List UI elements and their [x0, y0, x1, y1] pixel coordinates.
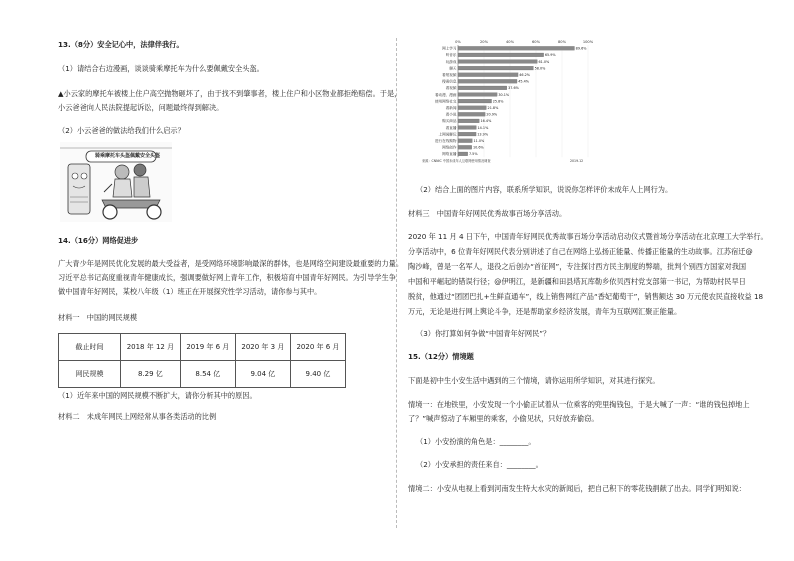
bar-value-label: 20.9% [486, 112, 498, 117]
bar [458, 99, 492, 103]
category-label: 进行在线购物 [434, 139, 457, 143]
bar-value-label: 11.0% [473, 139, 485, 143]
material1-title: 材料一 中国的网民规模 [58, 313, 138, 322]
x-tick-label: 40% [506, 40, 514, 44]
bar [458, 145, 472, 149]
scenario2-line: 情境二：小安从电视上看到河南发生特大水灾的新闻后，把自己积下的零花钱捐献了出去。同学们明知说： [408, 484, 746, 493]
table-cell: 9.04 亿 [235, 361, 290, 388]
bar [458, 139, 472, 143]
category-label: 玩游戏 [445, 59, 457, 64]
netizen-scale-table [58, 333, 346, 388]
material2-title: 材料二 未成年网民上网经常从事各类活动的比例 [58, 412, 217, 421]
q14-header: 14.（16分）网络促进步 [58, 236, 139, 245]
table-cell: 2020 年 3 月 [235, 334, 290, 361]
q14-sub2: （2）结合上面的图片内容，联系所学知识，说说你怎样评价未成年人上网行为。 [416, 185, 673, 194]
category-label: 看动漫、漫画 [434, 92, 457, 97]
bar [458, 53, 544, 57]
table-cell: 8.29 亿 [121, 361, 181, 388]
bar [458, 79, 517, 83]
bar-value-label: 16.4% [480, 119, 492, 124]
table-cell: 2020 年 6 月 [290, 334, 345, 361]
bar [458, 132, 476, 136]
q13-story-line1: ▲小云家的摩托车被楼上住户高空抛物砸坏了，由于找不到肇事者，楼上住户和小区物业都拒绝赔偿。于是， [58, 89, 402, 98]
table-header-cell: 截止时间 [59, 334, 121, 361]
bar-value-label: 7.5% [468, 152, 478, 157]
bar-value-label: 37.6% [508, 86, 519, 91]
bar-value-label: 89.6% [575, 46, 587, 51]
category-label: 看短视频 [442, 73, 457, 77]
x-tick-label: 0% [455, 40, 461, 44]
cartoon-caption: 骑乘摩托车头盔佩戴安全头盔 [95, 153, 161, 159]
category-label: 搜索信息 [442, 79, 457, 84]
category-label: 看视频 [445, 86, 457, 91]
table-cell: 8.54 亿 [180, 361, 235, 388]
activity-bar-chart [420, 38, 596, 164]
bar-value-label: 13.9% [477, 132, 489, 137]
bar [458, 93, 497, 97]
x-tick-label: 80% [558, 40, 566, 44]
table-cell: 2018 年 12 月 [121, 334, 181, 361]
table-row [59, 361, 346, 388]
q15-sub1: （1）小安扮演的角色是：________。 [416, 437, 536, 446]
q14-intro-line3: 做中国青年好网民，某校八年级（1）班正在开展探究性学习活动，请你参与其中。 [58, 287, 322, 296]
bar-value-label: 58.0% [534, 66, 546, 71]
category-label: 聊天 [449, 66, 457, 71]
bar [458, 60, 537, 64]
bar-value-label: 10.6% [472, 145, 484, 150]
bar-value-label: 61.0% [538, 59, 550, 64]
category-label: 看直播 [445, 125, 457, 130]
m3-para-line4: 中国和平崛起的错误行径；@伊明江，是新疆和田县塔瓦库勒乡依贝西村党支部第一书记，为帮助村民早日 [408, 277, 746, 286]
q13-header: 13.（8分）安全记心中，法律伴我行。 [58, 40, 184, 49]
bar [458, 152, 468, 156]
bar-value-label: 45.4% [518, 79, 530, 84]
bar-value-label: 21.8% [487, 106, 499, 110]
chart-date: 2019.12 [570, 159, 584, 164]
category-label: 网络直播 [442, 152, 457, 157]
bar [458, 46, 574, 50]
bar [458, 86, 507, 90]
bar-value-label: 46.2% [519, 73, 531, 77]
q15-sub2: （2）小安承担的责任来自：________。 [416, 460, 543, 469]
bar-value-label: 30.1% [498, 92, 510, 97]
q13-sub2: （2）小云爸爸的做法给我们什么启示？ [58, 126, 185, 135]
bar-value-label: 65.9% [544, 53, 556, 58]
bar [458, 73, 518, 77]
bar [458, 119, 479, 123]
q14-sub1: （1）近年来中国的网民规模不断扩大，请你分析其中的原因。 [58, 391, 257, 400]
category-label: 网上学习 [442, 46, 457, 51]
m3-para-line5: 脱贫，他通过“团团巴扎+生鲜直通车”，线上销售网红产品“香妃葡萄干”，销售额达 30 万元使农民直接收益 18 [408, 292, 764, 301]
table-cell: 9.40 亿 [290, 361, 345, 388]
scenario1-line1: 情境一：在地铁里，小安发现一个小偷正试着从一位乘客的兜里掏钱包，于是大喊了一声：“谁的钱包掉地上 [408, 400, 750, 409]
scenario1-line2: 了？”喊声惊动了车厢里的乘客，小偷见状，只好放弃偷窃。 [408, 414, 599, 423]
category-label: 看小说 [445, 112, 457, 117]
table-cell: 2019 年 6 月 [180, 334, 235, 361]
q14-intro-line2: 习近平总书记高度重视青年健康成长，强调要做好网上青年工作，积极培育中国青年好网民。为引导学生争 [58, 273, 396, 282]
q13-sub1: （1）请结合右边漫画，谈谈骑乘摩托车为什么要佩戴安全头盔。 [58, 64, 264, 73]
bar [458, 112, 485, 116]
q13-story-line2: 小云爸爸向人民法院提起诉讼，问题最终得到解决。 [58, 103, 224, 112]
table-header-cell: 网民规模 [59, 361, 121, 388]
category-label: 听音乐 [445, 53, 457, 58]
chart-source: 来源：CNNIC 中国未成年人互联网使用情况调查 [422, 159, 491, 164]
m3-para-line6: 万元，无论是进行网上舆论斗争，还是帮助家乡经济发展，青年为互联网汇聚正能量。 [408, 307, 682, 316]
category-label: 购买商品 [442, 119, 457, 124]
column-divider [396, 38, 397, 528]
bar-value-label: 14.1% [477, 125, 489, 130]
table-row [59, 334, 346, 361]
category-label: 看新闻 [445, 106, 457, 110]
m3-para-line1: 2020 年 11 月 4 日下午，中国青年好网民优秀故事百场分享活动启动仪式暨首场分享活动在北京理工大学举行。 [408, 232, 768, 241]
x-tick-label: 20% [480, 40, 488, 44]
bar [458, 126, 476, 130]
x-tick-label: 100% [582, 40, 594, 44]
bar-value-label: 25.8% [492, 99, 504, 104]
q14-sub3: （3）你打算如何争做“中国青年好网民”？ [416, 329, 551, 338]
q15-intro: 下面是初中生小安生活中遇到的三个情境，请你运用所学知识，对其进行探究。 [408, 376, 660, 385]
material3-title: 材料三 中国青年好网民优秀故事百场分享活动。 [408, 209, 567, 218]
bar [458, 66, 533, 70]
x-tick-label: 60% [532, 40, 540, 44]
bar [458, 106, 486, 110]
category-label: 网络创作 [442, 145, 457, 150]
m3-para-line2: 分享活动中，6 位青年好网民代表分别讲述了自己在网络上弘扬正能量、传播正能量的生动故事。江苏宿迁@ [408, 247, 753, 256]
q14-intro-line1: 广大青少年是网民优化发展的最大受益者，是受网络环境影响最深的群体，也是网络空间建设最重要的力量。 [58, 259, 404, 268]
category-label: 使用网络社交 [434, 99, 457, 104]
category-label: 上网闲聊玩 [438, 132, 457, 137]
q15-header: 15.（12分）情境题 [408, 352, 474, 361]
m3-para-line3: 陶沙峰，曾是一名军人，退役之后创办“首征网”，专注探讨西方民主制度的弊端，批判个别西方国家对我国 [408, 262, 747, 271]
